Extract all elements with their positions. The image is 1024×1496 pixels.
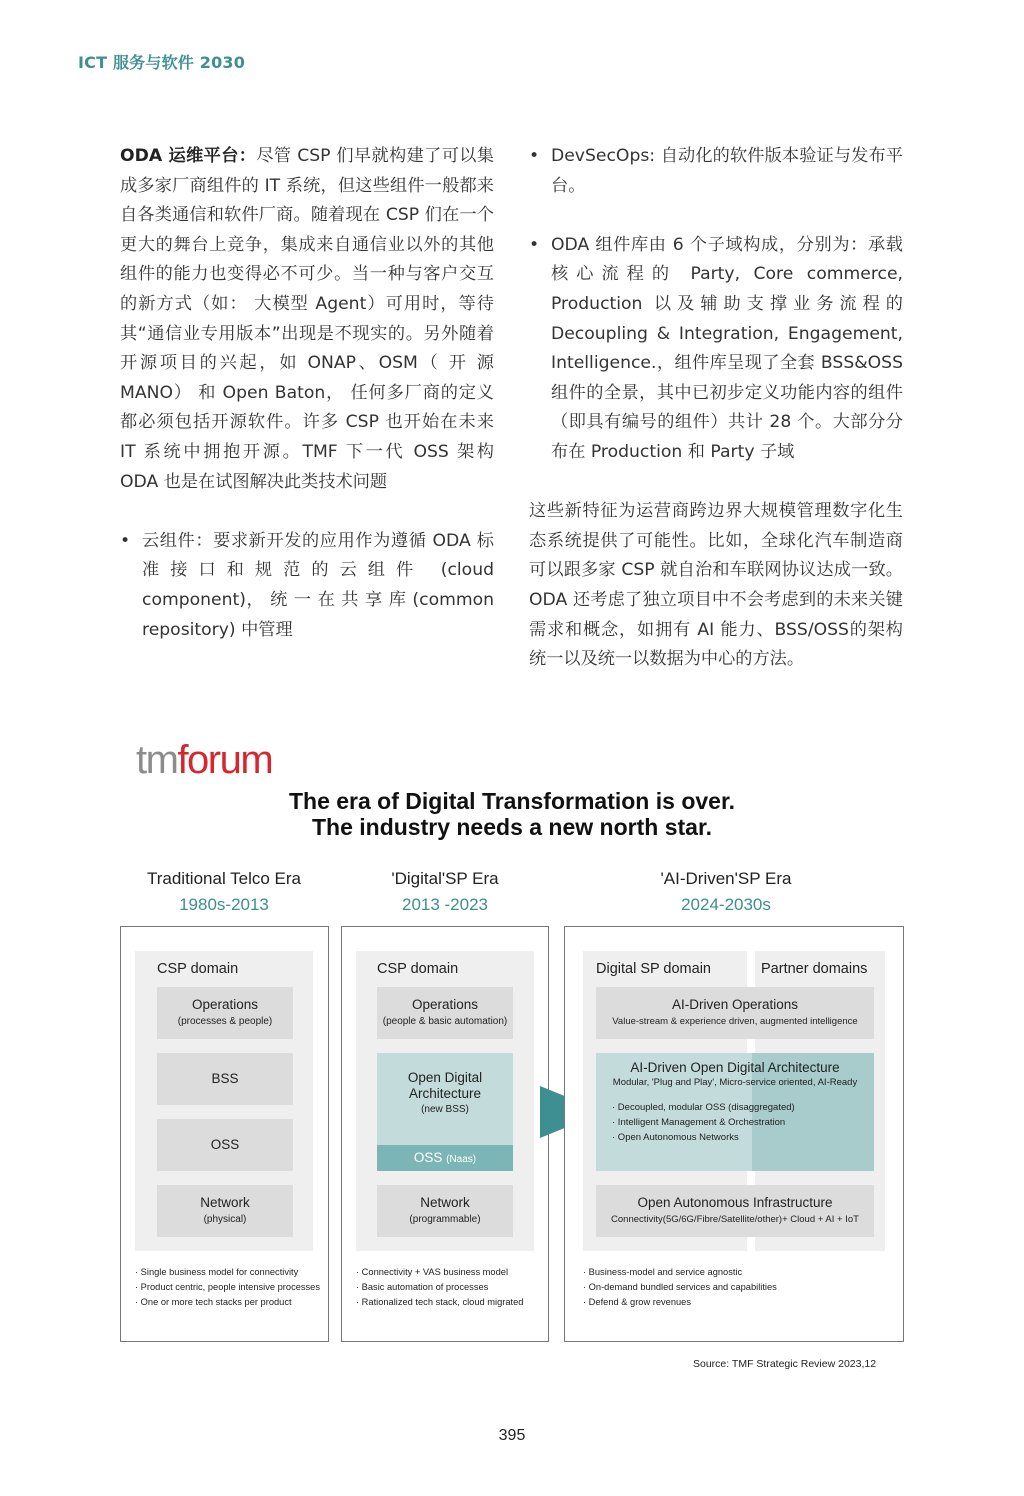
tmforum-logo: tmforum bbox=[136, 738, 273, 782]
era-years-ai-driven: 2024-2030s bbox=[681, 895, 771, 914]
bullet-text: DevSecOps: 自动化的软件版本验证与发布平台。 bbox=[551, 146, 903, 196]
domain-label: CSP domain bbox=[377, 961, 459, 977]
box-operations: Operations (processes & people) bbox=[157, 987, 293, 1039]
box-open-digital-architecture: Open Digital Architecture (new BSS) bbox=[377, 1053, 513, 1145]
bullet-oda-library bbox=[529, 231, 903, 468]
domain-label: Digital SP domain bbox=[596, 961, 711, 977]
figure-title bbox=[0, 788, 1024, 840]
box-operations: Operations (people & basic automation) bbox=[377, 987, 513, 1039]
box-ai-driven-oda: AI-Driven Open Digital Architecture Modular, 'Plug and Play', Micro-service oriented, AI-Ready · Decoupled, modular OSS (disaggregated) · Intelligent Management & Orchestration · Open Autonomous Networks bbox=[596, 1053, 874, 1171]
ecosystem-paragraph: 这些新特征为运营商跨边界大规模管理数字化生态系统提供了可能性。比如，全球化汽车制造商可以跟多家 CSP 就自治和车联网协议达成一致。 ODA 还考虑了独立项目中不会考虑到的未来关键需求和概念，如拥有 AI 能力、BSS/OSS的架构统一以及统一以数据为中心的方法。 bbox=[529, 501, 903, 670]
era-name-digital: 'Digital'SP Era bbox=[391, 869, 499, 888]
bullet-text: 云组件：要求新开发的应用作为遵循 ODA 标准接口和规范的云组件 (cloud component)， 统 一 在 共 享 库 (common repository) 中管理 bbox=[142, 530, 494, 640]
figure-source: Source: TMF Strategic Review 2023,12 bbox=[693, 1358, 877, 1370]
era-notes: · Single business model for connectivity · Product centric, people intensive processes · One or more tech stacks per product bbox=[135, 1267, 320, 1307]
paragraph-body: 尽管 CSP 们早就构建了可以集成多家厂商组件的 IT 系统，但这些组件一般都来自各类通信和软件厂商。随着现在 CSP 们在一个更大的舞台上竞争，集成来自通信业以外的其他组件的能力也变得必不可少。当一种与客户交互的新方式（如： 大模型 Agent）可用时，等待其“通信业专用版本”出现是不现实的。另外随着开源项目的兴起，如 ONAP、OSM（ 开 源 MANO） 和 Open Baton， 任何多厂商的定义都必须包括开源软件。许多 CSP 也开始在未来 IT 系统中拥抱开源。TMF 下一代 OSS 架构 ODA 也是在试图解决此类技术问题 bbox=[120, 146, 494, 492]
era-name-ai-driven: 'AI-Driven'SP Era bbox=[660, 869, 792, 888]
box-open-autonomous-infrastructure: Open Autonomous Infrastructure Connectivity(5G/6G/Fibre/Satellite/other)+ Cloud + AI + IoT bbox=[596, 1185, 874, 1237]
box-network: Network (physical) bbox=[157, 1185, 293, 1237]
right-column bbox=[529, 142, 903, 675]
domain-label: CSP domain bbox=[157, 961, 239, 977]
page-number: 395 bbox=[498, 1427, 526, 1444]
left-column bbox=[120, 142, 494, 645]
partner-domain-label: Partner domains bbox=[761, 961, 868, 977]
bullet-cloud-component bbox=[120, 527, 494, 645]
box-bss: BSS bbox=[157, 1053, 293, 1105]
oda-ops-paragraph bbox=[120, 142, 494, 497]
panel-traditional bbox=[120, 926, 329, 1342]
running-header: ICT 服务与软件 2030 bbox=[78, 53, 246, 72]
box-oss: OSS bbox=[157, 1119, 293, 1171]
era-years-traditional: 1980s-2013 bbox=[179, 895, 269, 914]
era-notes: · Connectivity + VAS business model · Basic automation of processes · Rationalized tech stack, cloud migrated bbox=[356, 1267, 524, 1307]
figure-title-line1: The era of Digital Transformation is over. bbox=[288, 788, 736, 814]
oda-feature-list: · Decoupled, modular OSS (disaggregated) · Intelligent Management & Orchestration · Open Autonomous Networks bbox=[612, 1102, 795, 1143]
bullet-dot: • bbox=[120, 530, 131, 551]
era-years-digital: 2013 -2023 bbox=[401, 895, 489, 914]
panel-digital bbox=[341, 926, 549, 1342]
figure-title-line2: The industry needs a new north star. bbox=[311, 814, 713, 840]
era-notes: · Business-model and service agnostic · On-demand bundled services and capabilities · Defend & grow revenues bbox=[583, 1267, 777, 1307]
bullet-text: ODA 组件库由 6 个子域构成，分别为：承载核心流程的 Party, Core commerce, Production 以及辅助支撑业务流程的 Decoupling & Integration, Engagement, Intelligence.，组件库呈现了全套 BSS&OSS 组件的全景，其中已初步定义功能内容的组件（即具有编号的组件）共计 28 个。大部分分布在 Production 和 Party 子域 bbox=[551, 234, 903, 462]
bullet-dot: • bbox=[529, 234, 540, 255]
box-network: Network (programmable) bbox=[377, 1185, 513, 1237]
bullet-devsecops bbox=[529, 142, 903, 201]
era-name-traditional: Traditional Telco Era bbox=[146, 869, 302, 888]
box-ai-driven-operations: AI-Driven Operations Value-stream & experience driven, augmented intelligence bbox=[596, 987, 874, 1039]
bullet-dot: • bbox=[529, 146, 540, 166]
box-oss-naas: OSS (Naas) bbox=[377, 1145, 513, 1171]
panel-ai-driven bbox=[564, 926, 904, 1342]
paragraph-lead: ODA 运维平台： bbox=[120, 146, 257, 166]
